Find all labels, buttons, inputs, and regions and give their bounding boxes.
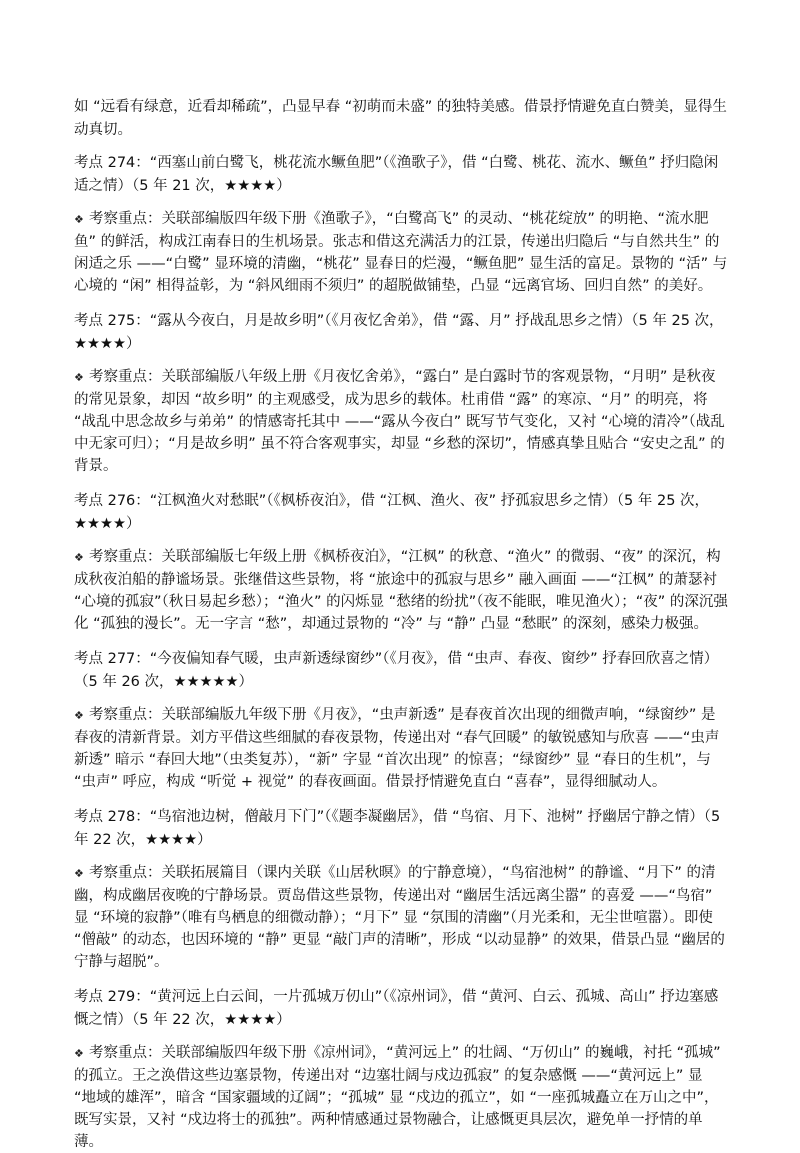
exam-focus-text: 考察重点：关联部编版九年级下册《月夜》，“虫声新透” 是春夜首次出现的细微声响，“绿窗纱” 是春夜的清新背景。刘方平借这些细腻的春夜景物，传递出对 “春气回暖” 的敏锐感知与欣喜 ——“虫声新透” 暗示 “春回大地”（虫类复苏），“新” 字显 “首次出现” 的惊喜；“绿窗纱” 显 “春日的生机”，与 “虫声” 呼应，构成 “听觉 + 视觉” 的春夜画面。借景抒情避免直白 “喜春”，显得细腻动人。 xyxy=(74,707,720,790)
exam-point-heading: 考点 279：“黄河远上白云间，一片孤城万仞山”（《凉州词》，借 “黄河、白云、孤城、高山” 抒边塞感慨之情）（5 年 22 次，★★★★） xyxy=(74,989,719,1028)
exam-point-276 xyxy=(74,490,728,635)
exam-focus-paragraph xyxy=(74,862,728,973)
exam-focus-text: 考察重点：关联部编版四年级下册《凉州词》，“黄河远上” 的壮阔、“万仞山” 的巍峨，衬托 “孤城” 的孤立。王之涣借这些边塞景物，传递出对 “边塞壮阔与戍边孤寂” 的复杂感慨 ——“黄河远上” 显 “地域的雄浑”，暗含 “国家疆域的辽阔”；“孤城” 显 “戍边的孤立”，如 “一座孤城矗立在万山之中”，既写实景，又衬 “戍边将士的孤独”。两种情感通过景物融合，让感慨更具层次，避免单一抒情的单薄。 xyxy=(74,1045,721,1150)
exam-point-278 xyxy=(74,806,728,973)
exam-point-275 xyxy=(74,310,728,477)
diamond-bullet-icon: ❖ xyxy=(74,371,84,384)
diamond-bullet-icon: ❖ xyxy=(74,551,84,564)
exam-point-274 xyxy=(74,152,728,297)
exam-point-277 xyxy=(74,648,728,793)
exam-focus-paragraph xyxy=(74,208,728,297)
exam-focus-paragraph xyxy=(74,366,728,477)
exam-focus-paragraph xyxy=(74,1042,728,1153)
exam-focus-text: 考察重点：关联拓展篇目（课内关联《山居秋暝》的宁静意境），“鸟宿池树” 的静谧、“月下” 的清幽，构成幽居夜晚的宁静场景。贾岛借这些景物，传递出对 “幽居生活远离尘嚣” 的喜爱 ——“鸟宿” 显 “环境的寂静”（唯有鸟栖息的细微动静）；“月下” 显 “氛围的清幽”（月光柔和，无尘世喧嚣）。即使 “僧敲” 的动态，也因环境的 “静” 更显 “敲门声的清晰”，形成 “以动显静” 的效果，借景凸显 “幽居的宁静与超脱”。 xyxy=(74,865,725,970)
diamond-bullet-icon: ❖ xyxy=(74,213,84,226)
exam-point-heading: 考点 275：“露从今夜白，月是故乡明”（《月夜忆舍弟》，借 “露、月” 抒战乱思乡之情）（5 年 25 次，★★★★） xyxy=(74,313,724,352)
exam-focus-text: 考察重点：关联部编版七年级上册《枫桥夜泊》，“江枫” 的秋意、“渔火” 的微弱、“夜” 的深沉，构成秋夜泊船的静谧场景。张继借这些景物，将 “旅途中的孤寂与思乡” 融入画面 ——“江枫” 的萧瑟衬 “心境的孤寂”（秋日易起乡愁）；“渔火” 的闪烁显 “愁绪的纷扰”（夜不能眠，唯见渔火）；“夜” 的深沉强化 “孤独的漫长”。无一字言 “愁”，却通过景物的 “冷” 与 “静” 凸显 “愁眠” 的深刻，感染力极强。 xyxy=(74,549,728,632)
diamond-bullet-icon: ❖ xyxy=(74,867,84,880)
diamond-bullet-icon: ❖ xyxy=(74,1047,84,1060)
exam-focus-text: 考察重点：关联部编版八年级上册《月夜忆舍弟》，“露白” 是白露时节的客观景物，“月明” 是秋夜的常见景象，却因 “故乡明” 的主观感受，成为思乡的载体。杜甫借 “露” 的寒凉、“月” 的明亮，将 “战乱中思念故乡与弟弟” 的情感寄托其中 ——“露从今夜白” 既写节气变化，又衬 “心境的清冷”（战乱中无家可归）；“月是故乡明” 虽不符合客观事实，却显 “乡愁的深切”，情感真挚且贴合 “安史之乱” 的背景。 xyxy=(74,369,725,474)
exam-focus-paragraph xyxy=(74,546,728,635)
exam-point-279 xyxy=(74,986,728,1153)
exam-point-heading: 考点 277：“今夜偏知春气暖，虫声新透绿窗纱”（《月夜》，借 “虫声、春夜、窗纱” 抒春回欣喜之情）（5 年 26 次，★★★★★） xyxy=(74,651,719,690)
exam-point-heading: 考点 276：“江枫渔火对愁眠”（《枫桥夜泊》，借 “江枫、渔火、夜” 抒孤寂思乡之情）（5 年 25 次，★★★★） xyxy=(74,493,710,532)
exam-focus-text: 考察重点：关联部编版四年级下册《渔歌子》，“白鹭高飞” 的灵动、“桃花绽放” 的明艳、“流水肥鱼” 的鲜活，构成江南春日的生机场景。张志和借这充满活力的江景，传递出归隐后 “与自然共生” 的闲适之乐 ——“白鹭” 显环境的清幽，“桃花” 显春日的烂漫，“鳜鱼肥” 显生活的富足。景物的 “活” 与心境的 “闲” 相得益彰，为 “斜风细雨不须归” 的超脱做铺垫，凸显 “远离官场、回归自然” 的美好。 xyxy=(74,211,728,294)
intro-paragraph: 如 “远看有绿意，近看却稀疏”，凸显早春 “初萌而未盛” 的独特美感。借景抒情避免直白赞美，显得生动真切。 xyxy=(74,99,727,138)
exam-point-heading: 考点 278：“鸟宿池边树，僧敲月下门”（《题李凝幽居》，借 “鸟宿、月下、池树” 抒幽居宁静之情）（5 年 22 次，★★★★） xyxy=(74,809,721,848)
diamond-bullet-icon: ❖ xyxy=(74,709,84,722)
exam-focus-paragraph xyxy=(74,704,728,793)
exam-point-heading: 考点 274：“西塞山前白鹭飞，桃花流水鳜鱼肥”（《渔歌子》，借 “白鹭、桃花、流水、鳜鱼” 抒归隐闲适之情）（5 年 21 次，★★★★） xyxy=(74,155,719,194)
